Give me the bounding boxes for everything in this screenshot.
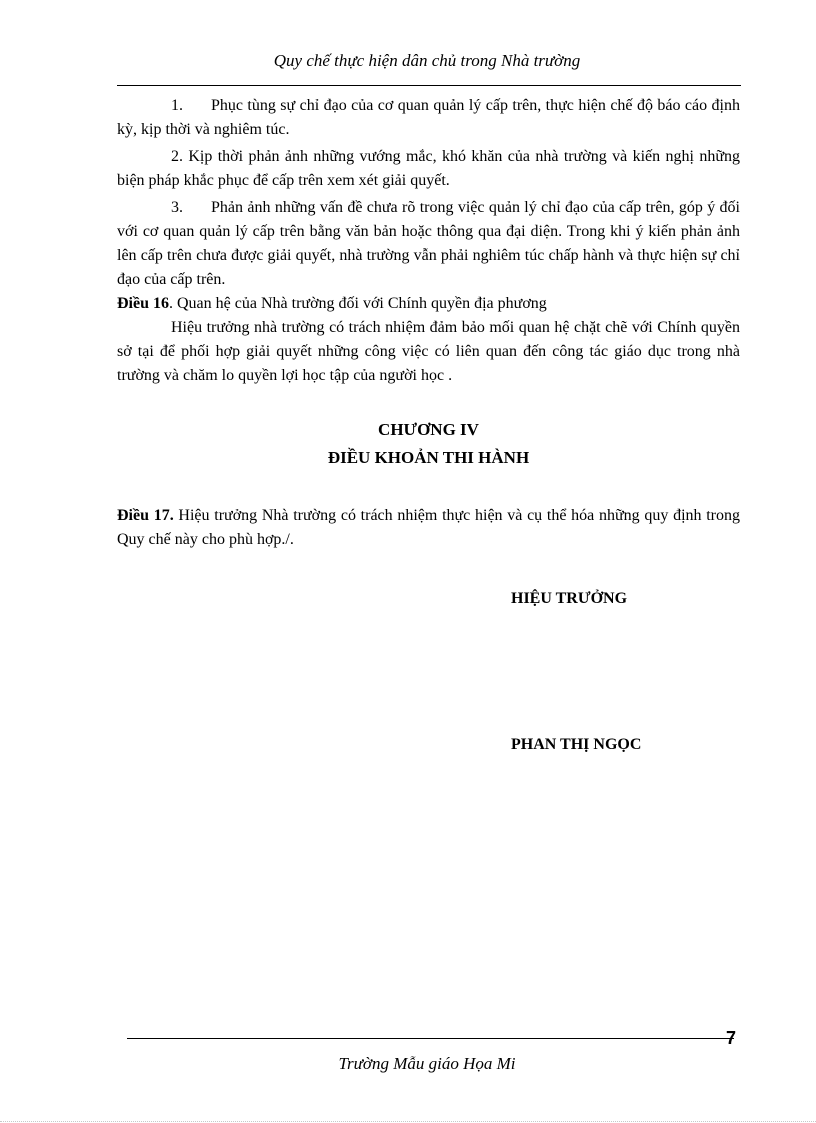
running-footer: Trường Mẫu giáo Họa Mi — [338, 1054, 516, 1073]
page-number: 7 — [726, 1028, 737, 1048]
item-number: 2. — [171, 148, 183, 165]
item-text: Phản ảnh những vấn đề chưa rõ trong việc quản lý chỉ đạo của cấp trên, góp ý đối với cơ quan quản lý cấp trên bằng văn bản hoặc thông qua đại diện. Trong khi ý kiến phản ảnh lên cấp trên chưa được giải quyết, nhà trường vẫn phải nghiêm túc chấp hành và thực hiện sự chỉ đạo của cấp trên. — [117, 199, 740, 288]
article-17-text: Hiệu trưởng Nhà trường có trách nhiệm thực hiện và cụ thể hóa những quy định trong Quy chế này cho phù hợp./. — [117, 507, 740, 548]
list-item — [117, 145, 740, 193]
item-number: 1. — [171, 97, 183, 114]
document-body — [117, 94, 740, 552]
article-17 — [117, 504, 740, 552]
header-divider — [117, 85, 741, 86]
item-number: 3. — [171, 199, 183, 216]
running-header: Quy chế thực hiện dân chủ trong Nhà trường — [273, 51, 581, 70]
signature-role: HIỆU TRƯỞNG — [511, 590, 628, 607]
article-17-label: Điều 17. — [117, 507, 174, 524]
article-16-title: . Quan hệ của Nhà trường đối với Chính quyền địa phương — [169, 295, 547, 312]
footer-divider — [127, 1038, 734, 1039]
article-16-text: Hiệu trưởng nhà trường có trách nhiệm đảm bảo mối quan hệ chặt chẽ với Chính quyền sở tại để phối hợp giải quyết những công việc có liên quan đến công tác giáo dục trong nhà trường và chăm lo quyền lợi học tập của người học . — [117, 319, 740, 384]
page-edge — [0, 1121, 816, 1122]
item-text: Phục tùng sự chỉ đạo của cơ quan quản lý cấp trên, thực hiện chế độ báo cáo định kỳ, kịp thời và nghiêm túc. — [117, 97, 740, 138]
list-item — [117, 94, 740, 142]
list-item — [117, 196, 740, 292]
article-16-heading — [117, 292, 740, 316]
chapter-number: CHƯƠNG IV — [378, 420, 479, 439]
signature-name: PHAN THỊ NGỌC — [511, 736, 642, 753]
item-text: Kịp thời phản ảnh những vướng mắc, khó khăn của nhà trường và kiến nghị những biện pháp khắc phục để cấp trên xem xét giải quyết. — [117, 148, 740, 189]
chapter-title: ĐIỀU KHOẢN THI HÀNH — [327, 448, 530, 467]
article-16-label: Điều 16 — [117, 295, 169, 312]
